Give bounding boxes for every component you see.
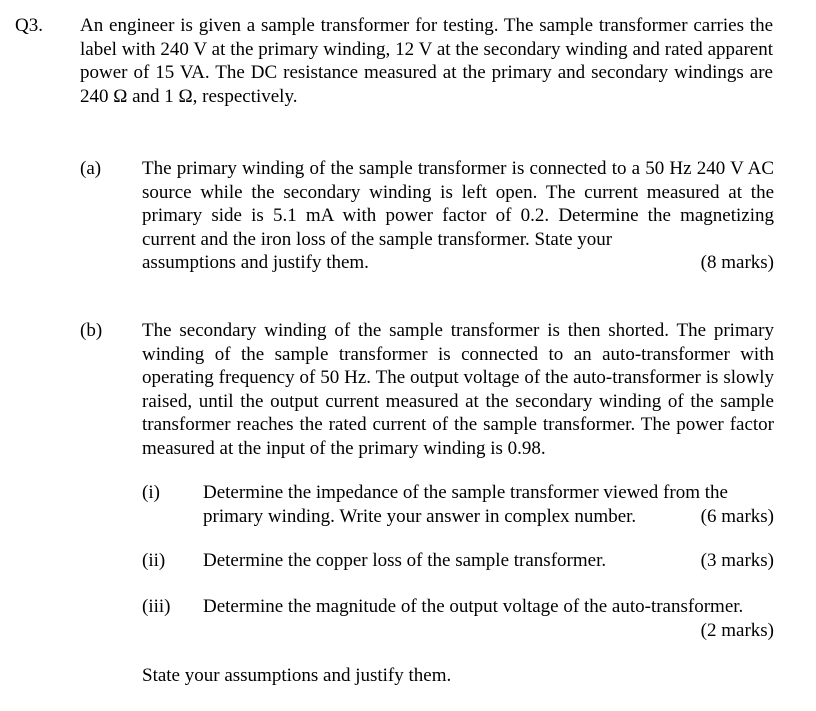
sub-i-marks: (6 marks) — [700, 505, 774, 527]
part-a-last-line: assumptions and justify them. — [142, 252, 369, 273]
part-a-text: The primary winding of the sample transformer is connected to a 50 Hz 240 V AC source while the secondary winding is left open. The current measured at the primary side is 5.1 mA with power factor of 0.2. Determine the magnetizing current and the iron loss of the sample transformer. State your — [142, 158, 774, 250]
sub-iii-text: Determine the magnitude of the output voltage of the auto-transformer. — [203, 596, 744, 617]
sub-iii-body — [203, 595, 774, 642]
part-a-last-row — [142, 251, 774, 275]
sub-i-last-line: primary winding. Write your answer in complex number. — [203, 505, 637, 527]
sub-i-last-row — [203, 505, 774, 529]
sub-i-text: Determine the impedance of the sample transformer viewed from the — [203, 482, 728, 503]
sub-ii-label: (ii) — [142, 550, 166, 571]
part-b-text: The secondary winding of the sample transformer is then shorted. The primary winding of the sample transformer is connected to an auto-transformer with operating frequency of 50 Hz. The output voltage of the auto-transformer is slowly raised, until the output current measured at the secondary winding of the sample transformer reaches the rated current of the sample transformer. The power factor measured at the input of the primary winding is 0.98. — [142, 320, 774, 459]
part-a-label: (a) — [80, 158, 102, 179]
sub-i-label: (i) — [142, 482, 160, 503]
sub-ii-marks: (3 marks) — [700, 550, 774, 571]
part-a-marks: (8 marks) — [700, 252, 774, 273]
sub-ii-text: Determine the copper loss of the sample transformer. — [203, 550, 607, 571]
sub-iii-marks: (2 marks) — [700, 619, 774, 641]
part-a-body — [142, 157, 774, 275]
sub-ii-row — [203, 549, 774, 573]
question-number: Q3. — [15, 15, 43, 36]
closing-instruction: State your assumptions and justify them. — [142, 665, 452, 686]
question-intro: An engineer is given a sample transformer for testing. The sample transformer carries the label with 240 V at the primary winding, 12 V at the secondary winding and rated apparent power of 15 VA. The DC resistance measured at the primary and secondary windings are 240 Ω and 1 Ω, respectively. — [80, 15, 773, 107]
part-b-label: (b) — [80, 320, 103, 341]
sub-iii-label: (iii) — [142, 596, 171, 617]
sub-i-body — [203, 481, 774, 528]
